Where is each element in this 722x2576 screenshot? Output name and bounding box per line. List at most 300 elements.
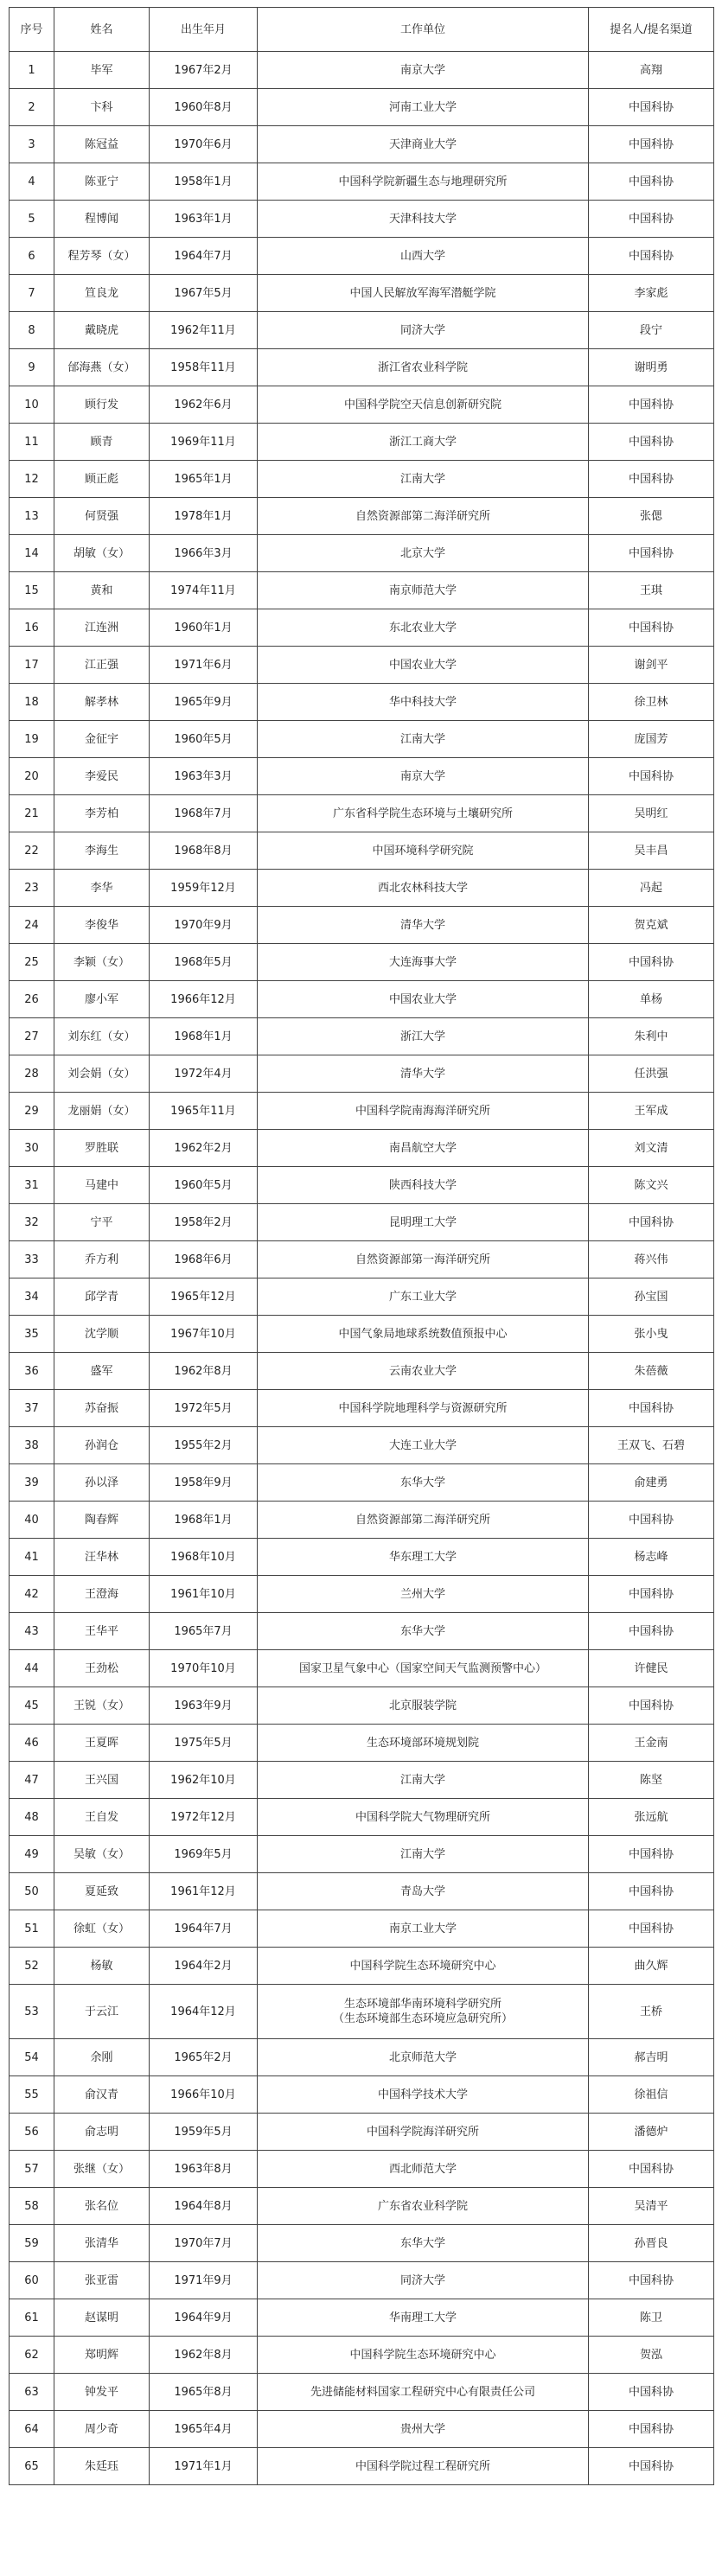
cell-unit: 南京大学 [258, 52, 589, 89]
cell-nominator: 曲久辉 [589, 1948, 714, 1985]
cell-no: 47 [10, 1762, 54, 1799]
cell-no: 60 [10, 2262, 54, 2299]
cell-nominator: 朱利中 [589, 1018, 714, 1055]
cell-nominator: 中国科协 [589, 386, 714, 424]
cell-name: 江正强 [54, 647, 150, 684]
cell-birth: 1968年10月 [150, 1539, 258, 1576]
cell-no: 14 [10, 535, 54, 572]
table-row [10, 424, 714, 461]
cell-unit: 云南农业大学 [258, 1353, 589, 1390]
table-body [10, 52, 714, 2485]
cell-birth: 1969年11月 [150, 424, 258, 461]
cell-name: 李海生 [54, 832, 150, 870]
cell-name: 王自发 [54, 1799, 150, 1836]
cell-unit: 北京大学 [258, 535, 589, 572]
cell-no: 26 [10, 981, 54, 1018]
cell-nominator: 中国科协 [589, 201, 714, 238]
cell-unit: 中国科学技术大学 [258, 2076, 589, 2114]
cell-unit: 华东理工大学 [258, 1539, 589, 1576]
cell-name: 江连洲 [54, 609, 150, 647]
cell-unit: 西北师范大学 [258, 2151, 589, 2188]
cell-name: 程博闻 [54, 201, 150, 238]
cell-birth: 1965年4月 [150, 2411, 258, 2448]
cell-unit: 江南大学 [258, 1836, 589, 1873]
cell-name: 郑明辉 [54, 2337, 150, 2374]
cell-birth: 1958年11月 [150, 349, 258, 386]
cell-no: 50 [10, 1873, 54, 1910]
cell-no: 49 [10, 1836, 54, 1873]
cell-nominator: 中国科协 [589, 944, 714, 981]
table-row [10, 312, 714, 349]
cell-name: 陈亚宁 [54, 163, 150, 201]
cell-birth: 1963年8月 [150, 2151, 258, 2188]
cell-name: 俞志明 [54, 2114, 150, 2151]
cell-nominator: 徐卫林 [589, 684, 714, 721]
cell-no: 57 [10, 2151, 54, 2188]
cell-unit: 南昌航空大学 [258, 1130, 589, 1167]
candidate-table [9, 7, 714, 2485]
cell-birth: 1968年5月 [150, 944, 258, 981]
cell-unit: 浙江工商大学 [258, 424, 589, 461]
cell-birth: 1964年2月 [150, 1948, 258, 1985]
cell-birth: 1965年2月 [150, 2039, 258, 2076]
cell-no: 61 [10, 2299, 54, 2337]
cell-birth: 1961年10月 [150, 1576, 258, 1613]
cell-nominator: 中国科协 [589, 1390, 714, 1427]
cell-unit: 江南大学 [258, 461, 589, 498]
table-row [10, 126, 714, 163]
cell-nominator: 中国科协 [589, 424, 714, 461]
cell-nominator: 孙宝国 [589, 1278, 714, 1316]
table-row [10, 1204, 714, 1241]
cell-no: 23 [10, 870, 54, 907]
cell-name: 张亚雷 [54, 2262, 150, 2299]
cell-birth: 1967年5月 [150, 275, 258, 312]
cell-unit: 广东工业大学 [258, 1278, 589, 1316]
header-name: 姓名 [54, 8, 150, 52]
cell-no: 2 [10, 89, 54, 126]
cell-birth: 1964年7月 [150, 1910, 258, 1948]
cell-no: 4 [10, 163, 54, 201]
cell-nominator: 庞国芳 [589, 721, 714, 758]
table-row [10, 238, 714, 275]
table-row [10, 2299, 714, 2337]
cell-nominator: 王双飞、石碧 [589, 1427, 714, 1464]
cell-name: 王华平 [54, 1613, 150, 1650]
cell-birth: 1955年2月 [150, 1427, 258, 1464]
cell-nominator: 中国科协 [589, 1836, 714, 1873]
cell-birth: 1971年1月 [150, 2448, 258, 2485]
cell-nominator: 王琪 [589, 572, 714, 609]
cell-nominator: 中国科协 [589, 2411, 714, 2448]
cell-nominator: 俞建勇 [589, 1464, 714, 1502]
cell-nominator: 中国科协 [589, 1873, 714, 1910]
cell-nominator: 中国科协 [589, 2151, 714, 2188]
cell-birth: 1971年9月 [150, 2262, 258, 2299]
table-row [10, 1948, 714, 1985]
table-row [10, 386, 714, 424]
cell-nominator: 中国科协 [589, 1502, 714, 1539]
cell-unit: 清华大学 [258, 1055, 589, 1093]
table-row [10, 1055, 714, 1093]
cell-birth: 1966年3月 [150, 535, 258, 572]
table-row [10, 2114, 714, 2151]
table-row [10, 1167, 714, 1204]
cell-name: 陈冠益 [54, 126, 150, 163]
cell-unit: 自然资源部第二海洋研究所 [258, 498, 589, 535]
cell-nominator: 孙晋良 [589, 2225, 714, 2262]
cell-unit: 中国环境科学研究院 [258, 832, 589, 870]
cell-name: 金征宇 [54, 721, 150, 758]
cell-unit-line: （生态环境部生态环境应急研究所） [332, 2012, 513, 2025]
table-row [10, 1873, 714, 1910]
cell-nominator: 陈文兴 [589, 1167, 714, 1204]
cell-nominator: 吴清平 [589, 2188, 714, 2225]
cell-unit: 西北农林科技大学 [258, 870, 589, 907]
cell-birth: 1968年6月 [150, 1241, 258, 1278]
cell-name: 顾青 [54, 424, 150, 461]
cell-no: 16 [10, 609, 54, 647]
cell-name: 解孝林 [54, 684, 150, 721]
cell-no: 25 [10, 944, 54, 981]
header-no: 序号 [10, 8, 54, 52]
table-row [10, 52, 714, 89]
table-row [10, 2076, 714, 2114]
cell-no: 56 [10, 2114, 54, 2151]
table-row [10, 1316, 714, 1353]
cell-name: 邱学青 [54, 1278, 150, 1316]
cell-name: 吴敏（女） [54, 1836, 150, 1873]
cell-name: 马建中 [54, 1167, 150, 1204]
header-nominator: 提名人/提名渠道 [589, 8, 714, 52]
table-row [10, 2262, 714, 2299]
cell-birth: 1969年5月 [150, 1836, 258, 1873]
cell-no: 40 [10, 1502, 54, 1539]
table-row [10, 907, 714, 944]
cell-name: 卞科 [54, 89, 150, 126]
table-row [10, 1687, 714, 1725]
cell-nominator: 中国科协 [589, 1687, 714, 1725]
table-row [10, 1613, 714, 1650]
cell-birth: 1961年12月 [150, 1873, 258, 1910]
cell-name: 李芳柏 [54, 795, 150, 832]
table-row [10, 870, 714, 907]
cell-no: 29 [10, 1093, 54, 1130]
cell-name: 李华 [54, 870, 150, 907]
table-row [10, 349, 714, 386]
cell-unit: 江南大学 [258, 1762, 589, 1799]
cell-nominator: 中国科协 [589, 1576, 714, 1613]
cell-nominator: 中国科协 [589, 1910, 714, 1948]
table-row [10, 832, 714, 870]
cell-nominator: 张偲 [589, 498, 714, 535]
cell-no: 7 [10, 275, 54, 312]
table-row [10, 1539, 714, 1576]
table-row [10, 721, 714, 758]
cell-unit-line: 生态环境部华南环境科学研究所 [343, 1998, 502, 2011]
cell-name: 刘东红（女） [54, 1018, 150, 1055]
table-row [10, 461, 714, 498]
cell-nominator: 陈卫 [589, 2299, 714, 2337]
cell-unit: 东北农业大学 [258, 609, 589, 647]
cell-unit: 贵州大学 [258, 2411, 589, 2448]
cell-birth: 1964年9月 [150, 2299, 258, 2337]
cell-unit: 中国科学院大气物理研究所 [258, 1799, 589, 1836]
cell-no: 33 [10, 1241, 54, 1278]
cell-nominator: 段宁 [589, 312, 714, 349]
table-row [10, 1650, 714, 1687]
cell-no: 1 [10, 52, 54, 89]
cell-birth: 1963年3月 [150, 758, 258, 795]
cell-birth: 1978年1月 [150, 498, 258, 535]
cell-no: 43 [10, 1613, 54, 1650]
cell-nominator: 张小曳 [589, 1316, 714, 1353]
cell-no: 64 [10, 2411, 54, 2448]
table-row [10, 201, 714, 238]
cell-nominator: 中国科协 [589, 89, 714, 126]
cell-name: 孙以泽 [54, 1464, 150, 1502]
cell-birth: 1962年6月 [150, 386, 258, 424]
cell-no: 62 [10, 2337, 54, 2374]
cell-nominator: 潘德炉 [589, 2114, 714, 2151]
cell-name: 李爱民 [54, 758, 150, 795]
cell-birth: 1965年12月 [150, 1278, 258, 1316]
cell-nominator: 王金南 [589, 1725, 714, 1762]
cell-no: 15 [10, 572, 54, 609]
cell-nominator: 贺泓 [589, 2337, 714, 2374]
cell-name: 笪良龙 [54, 275, 150, 312]
cell-birth: 1964年8月 [150, 2188, 258, 2225]
cell-nominator: 刘文清 [589, 1130, 714, 1167]
cell-birth: 1965年7月 [150, 1613, 258, 1650]
cell-unit: 自然资源部第二海洋研究所 [258, 1502, 589, 1539]
cell-nominator: 郝吉明 [589, 2039, 714, 2076]
cell-nominator: 徐祖信 [589, 2076, 714, 2114]
cell-name: 周少奇 [54, 2411, 150, 2448]
cell-nominator: 中国科协 [589, 461, 714, 498]
cell-unit: 北京师范大学 [258, 2039, 589, 2076]
table-row [10, 1910, 714, 1948]
cell-name: 夏延致 [54, 1873, 150, 1910]
cell-name: 王锐（女） [54, 1687, 150, 1725]
cell-name: 顾正彪 [54, 461, 150, 498]
cell-unit: 先进储能材料国家工程研究中心有限责任公司 [258, 2374, 589, 2411]
table-row [10, 2448, 714, 2485]
cell-no: 65 [10, 2448, 54, 2485]
cell-unit: 中国农业大学 [258, 981, 589, 1018]
cell-unit: 中国科学院新疆生态与地理研究所 [258, 163, 589, 201]
cell-unit: 国家卫星气象中心（国家空间天气监测预警中心） [258, 1650, 589, 1687]
table-row [10, 2411, 714, 2448]
table-row [10, 684, 714, 721]
cell-name: 王劲松 [54, 1650, 150, 1687]
cell-nominator: 任洪强 [589, 1055, 714, 1093]
cell-unit: 东华大学 [258, 1613, 589, 1650]
cell-name: 何贤强 [54, 498, 150, 535]
table-row [10, 1353, 714, 1390]
cell-name: 戴晓虎 [54, 312, 150, 349]
cell-birth: 1962年2月 [150, 1130, 258, 1167]
cell-name: 乔方利 [54, 1241, 150, 1278]
cell-unit: 河南工业大学 [258, 89, 589, 126]
table-row [10, 1018, 714, 1055]
cell-name: 毕军 [54, 52, 150, 89]
cell-name: 苏奋振 [54, 1390, 150, 1427]
cell-birth: 1964年12月 [150, 1985, 258, 2039]
cell-name: 张名位 [54, 2188, 150, 2225]
cell-nominator: 陈坚 [589, 1762, 714, 1799]
cell-birth: 1971年6月 [150, 647, 258, 684]
cell-no: 19 [10, 721, 54, 758]
table-row [10, 1799, 714, 1836]
cell-unit: 江南大学 [258, 721, 589, 758]
cell-unit: 华中科技大学 [258, 684, 589, 721]
cell-unit: 大连工业大学 [258, 1427, 589, 1464]
header-birth: 出生年月 [150, 8, 258, 52]
cell-unit: 东华大学 [258, 2225, 589, 2262]
cell-nominator: 中国科协 [589, 238, 714, 275]
cell-unit: 中国农业大学 [258, 647, 589, 684]
cell-birth: 1960年5月 [150, 721, 258, 758]
cell-birth: 1960年1月 [150, 609, 258, 647]
cell-name: 俞汉青 [54, 2076, 150, 2114]
cell-birth: 1958年2月 [150, 1204, 258, 1241]
cell-no: 52 [10, 1948, 54, 1985]
table-row [10, 1985, 714, 2039]
cell-name: 李俊华 [54, 907, 150, 944]
cell-unit: 大连海事大学 [258, 944, 589, 981]
cell-name: 王澄海 [54, 1576, 150, 1613]
cell-birth: 1960年8月 [150, 89, 258, 126]
table-row [10, 535, 714, 572]
cell-name: 朱廷珏 [54, 2448, 150, 2485]
cell-birth: 1967年10月 [150, 1316, 258, 1353]
cell-unit: 中国人民解放军海军潜艇学院 [258, 275, 589, 312]
cell-birth: 1975年5月 [150, 1725, 258, 1762]
cell-no: 48 [10, 1799, 54, 1836]
cell-no: 12 [10, 461, 54, 498]
cell-name: 李颖（女） [54, 944, 150, 981]
cell-birth: 1974年11月 [150, 572, 258, 609]
cell-no: 11 [10, 424, 54, 461]
cell-no: 5 [10, 201, 54, 238]
table-row [10, 1464, 714, 1502]
cell-name: 罗胜联 [54, 1130, 150, 1167]
table-row [10, 1390, 714, 1427]
cell-no: 46 [10, 1725, 54, 1762]
cell-name: 王夏晖 [54, 1725, 150, 1762]
cell-no: 18 [10, 684, 54, 721]
cell-no: 13 [10, 498, 54, 535]
cell-name: 张继（女） [54, 2151, 150, 2188]
cell-unit: 天津科技大学 [258, 201, 589, 238]
table-row [10, 2374, 714, 2411]
cell-nominator: 王桥 [589, 1985, 714, 2039]
cell-birth: 1962年10月 [150, 1762, 258, 1799]
table-row [10, 572, 714, 609]
table-row [10, 647, 714, 684]
table-row [10, 1576, 714, 1613]
cell-nominator: 吴丰昌 [589, 832, 714, 870]
cell-name: 赵谋明 [54, 2299, 150, 2337]
cell-birth: 1964年7月 [150, 238, 258, 275]
cell-unit: 自然资源部第一海洋研究所 [258, 1241, 589, 1278]
table-row [10, 1427, 714, 1464]
cell-unit: 广东省农业科学院 [258, 2188, 589, 2225]
cell-nominator: 中国科协 [589, 2448, 714, 2485]
cell-birth: 1965年11月 [150, 1093, 258, 1130]
cell-birth: 1970年7月 [150, 2225, 258, 2262]
cell-nominator: 冯起 [589, 870, 714, 907]
table-row [10, 163, 714, 201]
cell-name: 汪华林 [54, 1539, 150, 1576]
cell-no: 28 [10, 1055, 54, 1093]
cell-birth: 1962年8月 [150, 2337, 258, 2374]
cell-no: 44 [10, 1650, 54, 1687]
cell-name: 盛军 [54, 1353, 150, 1390]
cell-name: 胡敏（女） [54, 535, 150, 572]
cell-nominator: 朱蓓薇 [589, 1353, 714, 1390]
table-row [10, 2337, 714, 2374]
table-row [10, 944, 714, 981]
table-row [10, 795, 714, 832]
cell-no: 51 [10, 1910, 54, 1948]
cell-no: 8 [10, 312, 54, 349]
cell-birth: 1965年9月 [150, 684, 258, 721]
cell-unit: 中国气象局地球系统数值预报中心 [258, 1316, 589, 1353]
cell-nominator: 中国科协 [589, 126, 714, 163]
cell-birth: 1967年2月 [150, 52, 258, 89]
cell-no: 9 [10, 349, 54, 386]
cell-no: 37 [10, 1390, 54, 1427]
table-row [10, 2188, 714, 2225]
cell-birth: 1968年7月 [150, 795, 258, 832]
table-row [10, 609, 714, 647]
table-row [10, 2151, 714, 2188]
cell-nominator: 谢剑平 [589, 647, 714, 684]
cell-name: 宁平 [54, 1204, 150, 1241]
cell-unit: 广东省科学院生态环境与土壤研究所 [258, 795, 589, 832]
table-row [10, 1836, 714, 1873]
table-row [10, 1502, 714, 1539]
cell-nominator: 张远航 [589, 1799, 714, 1836]
cell-no: 53 [10, 1985, 54, 2039]
cell-birth: 1968年1月 [150, 1018, 258, 1055]
cell-nominator: 单杨 [589, 981, 714, 1018]
cell-name: 张清华 [54, 2225, 150, 2262]
cell-birth: 1963年9月 [150, 1687, 258, 1725]
cell-unit: 中国科学院生态环境研究中心 [258, 2337, 589, 2374]
cell-unit: 天津商业大学 [258, 126, 589, 163]
cell-no: 42 [10, 1576, 54, 1613]
table-row [10, 981, 714, 1018]
cell-no: 22 [10, 832, 54, 870]
cell-unit: 华南理工大学 [258, 2299, 589, 2337]
cell-unit: 陕西科技大学 [258, 1167, 589, 1204]
cell-no: 54 [10, 2039, 54, 2076]
cell-no: 20 [10, 758, 54, 795]
cell-name: 沈学顺 [54, 1316, 150, 1353]
table-row [10, 89, 714, 126]
cell-no: 59 [10, 2225, 54, 2262]
cell-unit: 浙江大学 [258, 1018, 589, 1055]
cell-no: 32 [10, 1204, 54, 1241]
cell-birth: 1959年12月 [150, 870, 258, 907]
cell-no: 38 [10, 1427, 54, 1464]
table-row [10, 2039, 714, 2076]
cell-name: 于云江 [54, 1985, 150, 2039]
cell-name: 邰海燕（女） [54, 349, 150, 386]
